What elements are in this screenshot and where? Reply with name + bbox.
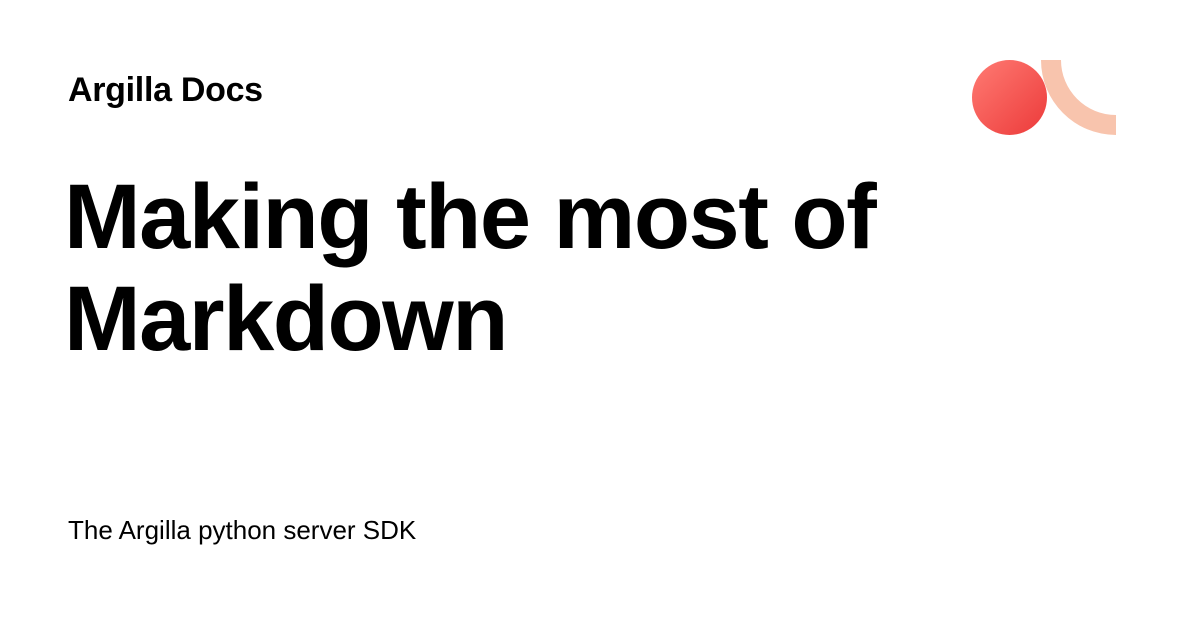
- page-description: The Argilla python server SDK: [68, 515, 417, 545]
- argilla-logo-icon: [970, 58, 1120, 138]
- site-name: Argilla Docs: [68, 71, 263, 109]
- logo-arc-shape: [1041, 60, 1116, 135]
- page-title: Making the most of Markdown: [64, 166, 876, 370]
- logo-circle-shape: [972, 60, 1047, 135]
